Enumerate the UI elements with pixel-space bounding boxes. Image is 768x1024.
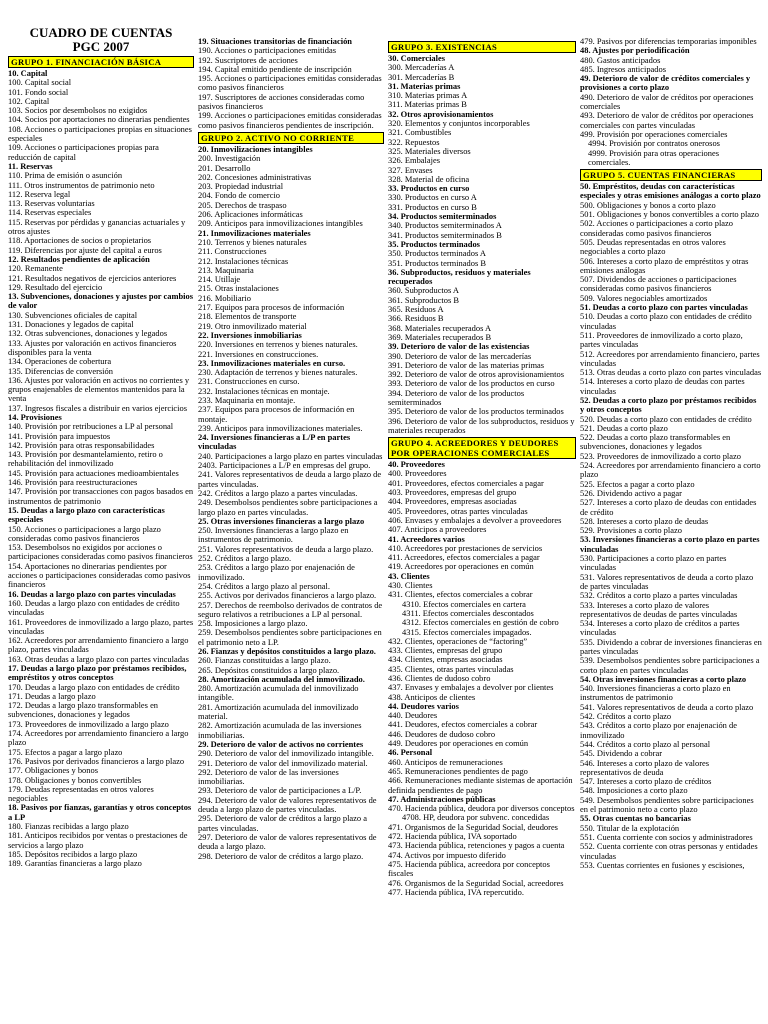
account-line: 121. Resultados negativos de ejercicios anteriores (8, 272, 177, 283)
subgroup-heading: 39. Deterioro de valor de las existencias (388, 341, 530, 352)
account-line: 179. Deudas representadas en otros valores negociables (8, 783, 154, 804)
account-subline: 4311. Efectos comerciales descontados (402, 607, 534, 618)
account-line: 101. Fondo social (8, 86, 69, 97)
account-line: 217. Equipos para procesos de información (198, 302, 345, 313)
account-line: 219. Otro inmovilizado material (198, 320, 307, 331)
account-line: 145. Provisión para actuaciones medioambientales (8, 467, 179, 478)
account-line: 543. Créditos a corto plazo por enajenación de inmovilizado (580, 720, 737, 740)
account-line: 265. Depósitos constituidos a largo plazo. (198, 664, 340, 675)
subtitle: PGC 2007 (72, 39, 130, 54)
account-line: 104. Socios por aportaciones no dinerarias pendientes (8, 114, 190, 125)
account-line: 437. Envases y embalajes a devolver por clientes (388, 682, 554, 693)
account-line: 411. Acreedores, efectos comerciales a pagar (388, 552, 540, 563)
account-line: 136. Ajustes por valoración en activos no corrientes y grupos enajenables de elementos mantenidos para la venta (8, 374, 190, 404)
account-line: 551. Cuenta corriente con socios y administradores (580, 831, 753, 842)
account-line: 200. Investigación (198, 153, 261, 164)
account-line: 500. Obligaciones y bonos a corto plazo (580, 199, 716, 210)
account-line: 259. Desembolsos pendientes sobre participaciones en el patrimonio neto a LP. (198, 627, 382, 647)
subgroup-heading: 50. Empréstitos, deudas con características especiales y otras emisiones análogas a corto plazo (580, 181, 761, 201)
account-line: 465. Remuneraciones pendientes de pago (388, 765, 528, 776)
account-line: 434. Clientes, empresas asociadas (388, 654, 503, 665)
account-line: 432. Clientes, operaciones de “factoring” (388, 635, 528, 646)
account-line: 396. Deterioro de valor de los subproductos, residuos y materiales recuperados (388, 415, 575, 435)
account-line: 192. Suscriptores de acciones (198, 54, 298, 65)
account-subline: 4999. Provisión para otras operaciones comerciales. (588, 147, 719, 167)
account-line: 203. Propiedad industrial (198, 181, 284, 192)
account-line: 119. Diferencias por ajuste del capital a euros (8, 244, 162, 255)
account-line: 340. Productos semiterminados A (388, 220, 502, 231)
account-line: 205. Derechos de traspaso (198, 199, 287, 210)
account-line: 220. Inversiones en terrenos y bienes naturales. (198, 339, 358, 350)
account-line: 254. Créditos a largo plazo al personal. (198, 580, 330, 591)
account-line: 511. Proveedores de inmovilizado a corto plazo, partes vinculadas (580, 329, 743, 350)
account-line: 241. Valores representativos de deuda a largo plazo de partes vinculadas. (198, 469, 382, 489)
subgroup-heading: 26. Fianzas y depósitos constituidos a largo plazo. (198, 646, 376, 656)
account-line: 130. Subvenciones oficiales de capital (8, 309, 138, 320)
account-line: 542. Créditos a corto plazo (580, 711, 672, 722)
account-line: 154. Aportaciones no dinerarias pendientes por acciones o participaciones consideradas como pasivos financieros (8, 560, 191, 590)
account-line: 141. Provisión para impuestos (8, 430, 111, 441)
account-subline: 4310. Efectos comerciales en cartera (402, 598, 526, 609)
account-line: 134. Operaciones de cobertura (8, 356, 112, 367)
subgroup-heading: 44. Deudores varios (388, 700, 459, 711)
account-line: 174. Acreedores por arrendamiento financiero a largo plazo (8, 728, 189, 748)
account-line: 471. Organismos de la Seguridad Social, deudores (388, 821, 558, 832)
account-line: 524. Acreedores por arrendamiento financiero a corto plazo (580, 460, 761, 480)
account-line: 131. Donaciones y legados de capital (8, 319, 134, 330)
account-line: 394. Deterioro de valor de los productos semiterminados (388, 387, 525, 407)
account-line: 330. Productos en curso A (388, 192, 477, 203)
account-line: 210. Terrenos y bienes naturales (198, 236, 307, 247)
account-line: 460. Anticipos de remuneraciones (388, 756, 503, 767)
subgroup-heading: 23. Inmovilizaciones materiales en curso. (198, 357, 346, 368)
account-line: 553. Cuentas corrientes en fusiones y escisiones, (580, 859, 745, 870)
account-line: 202. Concesiones administrativas (198, 171, 312, 182)
account-line: 311. Materias primas B (388, 99, 467, 110)
subgroup-heading: 46. Personal (388, 747, 433, 758)
subgroup-heading: 10. Capital (8, 68, 48, 78)
subgroup-heading: 16. Deudas a largo plazo con partes vinculadas (8, 588, 176, 599)
account-line: 214. Utillaje (198, 274, 241, 285)
account-line: 404. Proveedores, empresas asociadas (388, 496, 517, 507)
group-header: GRUPO 3. EXISTENCIAS (388, 41, 576, 53)
account-line: 282. Amortización acumulada de las inversiones inmobiliarias. (198, 720, 362, 740)
account-line: 293. Deterioro de valor de participaciones a L/P. (198, 785, 362, 796)
account-line: 477. Hacienda pública, IVA repercutido. (388, 886, 524, 897)
account-line: 301. Mercaderías B (388, 71, 455, 82)
subgroup-heading: 29. Deterioro de valor de activos no corrientes (198, 738, 364, 749)
subgroup-heading: 33. Productos en curso (388, 183, 470, 194)
account-line: 175. Efectos a pagar a largo plazo (8, 746, 123, 757)
account-line: 534. Intereses a corto plazo de créditos a partes vinculadas (580, 618, 740, 638)
account-line: 153. Desembolsos no exigidos por acciones o participaciones consideradas como pasivos financieros (8, 542, 193, 562)
account-line: 479. Pasivos por diferencias temporarias imponibles (580, 37, 757, 46)
account-line: 440. Deudores (388, 710, 438, 721)
account-line: 162. Acreedores por arrendamiento financiero a largo plazo, partes vinculadas (8, 635, 189, 655)
account-line: 100. Capital social (8, 77, 72, 88)
account-line: 351. Productos terminados B (388, 257, 486, 268)
account-line: 233. Maquinaria en montaje. (198, 394, 296, 405)
group-header: GRUPO 4. ACREEDORES Y DEUDORES POR OPERACIONES COMERCIALES (388, 437, 576, 459)
account-line: 212. Instalaciones técnicas (198, 255, 289, 266)
account-line: 480. Gastos anticipados (580, 54, 661, 65)
account-line: 490. Deterioro de valor de créditos por operaciones comerciales (580, 91, 754, 112)
subgroup-heading: 13. Subvenciones, donaciones y ajustes por cambios de valor (8, 291, 194, 311)
subgroup-heading: 36. Subproductos, residuos y materiales recuperados (388, 266, 531, 287)
column-3 (388, 39, 576, 1024)
account-line: 522. Deudas a corto plazo transformables en subvenciones, donaciones y legados (580, 432, 731, 452)
account-line: 509. Valores negociables amortizados (580, 292, 708, 303)
account-line: 280. Amortización acumulada del inmovilizado intangible. (198, 683, 359, 703)
account-line: 297. Deterioro de valor de valores representativos de deuda a largo plazo. (198, 831, 377, 852)
account-line: 331. Productos en curso B (388, 201, 477, 212)
account-line: 360. Subproductos A (388, 285, 460, 296)
account-line: 173. Proveedores de inmovilizado a largo plazo (8, 718, 169, 729)
account-line: 552. Cuenta corriente con otras personas y entidades vinculadas (580, 841, 758, 861)
account-line: 209. Anticipos para inmovilizaciones intangibles (198, 218, 363, 229)
account-line: 211. Construcciones (198, 246, 267, 257)
account-line: 181. Anticipos recibidos por ventas o prestaciones de servicios a largo plazo (8, 830, 188, 850)
subgroup-heading: 48. Ajustes por periodificación (580, 45, 690, 56)
account-line: 249. Desembolsos pendientes sobre participaciones a largo plazo en partes vinculadas. (198, 497, 378, 517)
account-subline: 4312. Efectos comerciales en gestión de cobro (402, 617, 559, 628)
subgroup-heading: 20. Inmovilizaciones intangibles (198, 143, 313, 154)
account-line: 185. Depósitos recibidos a largo plazo (8, 848, 138, 859)
account-line: 147. Provisión por transacciones con pagos basados en instrumentos de patrimonio (8, 486, 194, 506)
column-2-body (198, 37, 384, 861)
account-line: 240. Participaciones a largo plazo en partes vinculadas (198, 450, 383, 461)
account-line: 403. Proveedores, empresas del grupo (388, 487, 517, 498)
account-line: 194. Capital emitido pendiente de inscripción (198, 63, 352, 74)
account-subline: 4315. Efectos comerciales impagados. (402, 626, 532, 637)
account-line: 281. Amortización acumulada del inmovilizado material. (198, 701, 359, 722)
account-line: 466. Remuneraciones mediante sistemas de aportación definida pendientes de pago (388, 775, 573, 795)
account-line: 502. Acciones o participaciones a corto plazo consideradas como pasivos financieros (580, 218, 733, 238)
account-line: 548. Imposiciones a corto plazo (580, 785, 688, 796)
column-4-body (580, 37, 762, 870)
account-line: 474. Activos por impuesto diferido (388, 849, 506, 860)
account-line: 140. Provisión por retribuciones a LP al personal (8, 421, 174, 432)
account-line: 292. Deterioro de valor de las inversiones inmobiliarias. (198, 766, 339, 787)
account-line: 473. Hacienda pública, retenciones y pagos a cuenta (388, 840, 565, 851)
account-line: 436. Clientes de dudoso cobro (388, 673, 491, 683)
account-line: 2403. Participaciones a L/P en empresas del grupo. (198, 460, 371, 471)
column-1-body (8, 56, 194, 869)
account-line: 529. Provisiones a corto plazo (580, 525, 682, 536)
account-line: 369. Materiales recuperados B (388, 331, 492, 342)
account-line: 531. Valores representativos de deuda a corto plazo de partes vinculadas (580, 571, 754, 591)
account-line: 109. Acciones o participaciones propias para reducción de capital (8, 142, 159, 162)
account-line: 501. Obligaciones y bonos convertibles a corto plazo (580, 209, 760, 220)
subgroup-heading: 21. Inmovilizaciones materiales (198, 227, 311, 238)
account-line: 197. Suscriptores de acciones consideradas como pasivos financieros (198, 91, 365, 112)
account-line: 328. Material de oficina (388, 173, 470, 184)
account-line: 547. Intereses a corto plazo de créditos (580, 776, 712, 787)
account-line: 310. Materias primas A (388, 90, 468, 101)
account-line: 132. Otras subvenciones, donaciones y legados (8, 328, 168, 339)
subgroup-heading: 40. Proveedores (388, 459, 445, 470)
group-header: GRUPO 5. CUENTAS FINANCIERAS (580, 169, 762, 181)
subgroup-heading: 31. Materias primas (388, 80, 461, 91)
account-line: 341. Productos semiterminados B (388, 229, 502, 240)
account-line: 433. Clientes, empresas del grupo (388, 645, 503, 656)
account-line: 237. Equipos para procesos de información en montaje. (198, 404, 355, 424)
account-line: 295. Deterioro de valor de créditos a largo plazo a partes vinculadas. (198, 813, 367, 833)
title: CUADRO DE CUENTAS (29, 26, 173, 40)
account-line: 475. Hacienda pública, acreedora por conceptos fiscales (388, 858, 550, 879)
account-line: 392. Deterioro de valor de otros aprovisionamientos (388, 369, 564, 380)
account-line: 230. Adaptación de terrenos y bienes naturales. (198, 367, 358, 378)
subgroup-heading: 25. Otras inversiones financieras a largo plazo (198, 515, 365, 526)
account-line: 178. Obligaciones y bonos convertibles (8, 774, 142, 785)
account-line: 171. Deudas a largo plazo (8, 690, 96, 701)
subgroup-heading: 53. Inversiones financieras a corto plazo en partes vinculadas (580, 534, 760, 554)
account-line: 446. Deudores de dudoso cobro (388, 728, 496, 739)
subgroup-heading: 12. Resultados pendientes de aplicación (8, 253, 150, 264)
account-line: 533. Intereses a corto plazo de valores representativos de deudas de partes vinculadas (580, 599, 738, 619)
account-line: 540. Inversiones financieras a corto plazo en instrumentos de patrimonio (580, 683, 731, 703)
account-line: 218. Elementos de transporte (198, 311, 297, 322)
account-line: 545. Dividendo a cobrar (580, 748, 663, 759)
subgroup-heading: 18. Pasivos por fianzas, garantías y otros conceptos a LP (8, 802, 192, 822)
account-line: 438. Anticipos de clientes (388, 691, 476, 702)
account-line: 115. Reservas por pérdidas y ganancias actuariales y otros ajustes (8, 216, 186, 237)
subgroup-heading: 47. Administraciones públicas (388, 793, 496, 804)
account-line: 407. Anticipos a proveedores (388, 524, 487, 535)
account-line: 326. Embalajes (388, 155, 441, 166)
account-line: 239. Anticipos para inmovilizaciones materiales. (198, 422, 363, 433)
account-line: 532. Créditos a corto plazo a partes vinculadas (580, 590, 738, 601)
account-line: 129. Resultado del ejercicio (8, 281, 103, 292)
account-line: 300. Mercaderías A (388, 62, 455, 73)
account-line: 177. Obligaciones y bonos (8, 765, 98, 776)
account-line: 530. Participaciones a corto plazo en partes vinculadas (580, 553, 727, 573)
account-line: 242. Créditos a largo plazo a partes vinculadas. (198, 487, 358, 498)
account-line: 290. Deterioro de valor del inmovilizado intangible. (198, 748, 374, 759)
account-line: 250. Inversiones financieras a largo plazo en instrumentos de patrimonio. (198, 525, 349, 545)
account-line: 510. Deudas a corto plazo con entidades de crédito vinculadas (580, 311, 752, 331)
subgroup-heading: 51. Deudas a corto plazo con partes vinculadas (580, 302, 748, 313)
account-line: 406. Envases y embalajes a devolver a proveedores (388, 514, 562, 525)
group-header: GRUPO 1. FINANCIACIÓN BÁSICA (8, 56, 194, 68)
account-line: 435. Clientes, otras partes vinculadas (388, 663, 514, 674)
account-line: 150. Acciones o participaciones a largo plazo consideradas como pasivos financieros (8, 523, 161, 543)
account-line: 410. Acreedores por prestaciones de servicios (388, 542, 543, 553)
account-line: 395. Deterioro de valor de los productos terminados (388, 406, 564, 417)
account-line: 505. Deudas representadas en otros valores negociables a corto plazo (580, 236, 726, 257)
account-line: 539. Desembolsos pendientes sobre participaciones a corto plazo en partes vinculadas (580, 655, 760, 675)
account-line: 535. Dividendo a cobrar de inversiones financieras en partes vinculadas (580, 636, 762, 656)
account-line: 120. Remanente (8, 263, 63, 274)
account-line: 321. Combustibles (388, 127, 452, 138)
account-line: 163. Otras deudas a largo plazo con partes vinculadas (8, 653, 189, 664)
account-line: 201. Desarrollo (198, 162, 251, 173)
subgroup-heading: 41. Acreedores varios (388, 533, 465, 544)
account-line: 514. Intereses a corto plazo de deudas con partes vinculadas (580, 376, 745, 396)
account-line: 350. Productos terminados A (388, 248, 486, 259)
account-line: 102. Capital (8, 95, 50, 106)
account-line: 113. Reservas voluntarias (8, 198, 95, 209)
column-3-body (388, 41, 576, 897)
account-line: 291. Deterioro de valor del inmovilizado material. (198, 757, 368, 768)
subgroup-heading: 34. Productos semiterminados (388, 211, 497, 222)
account-line: 253. Créditos a largo plazo por enajenación de inmovilizado. (198, 562, 355, 582)
account-line: 368. Materiales recuperados A (388, 322, 492, 333)
account-line: 118. Aportaciones de socios o propietarios (8, 235, 152, 246)
account-line: 114. Reservas especiales (8, 207, 92, 218)
subgroup-heading: 35. Productos terminados (388, 238, 480, 249)
account-line: 527. Intereses a corto plazo de deudas con entidades de crédito (580, 497, 757, 517)
account-line: 172. Deudas a largo plazo transformables en subvenciones, donaciones y legados (8, 700, 159, 720)
subgroup-heading: 24. Inversiones financieras a L/P en partes vinculadas (198, 432, 351, 452)
document-title (8, 26, 194, 54)
account-line: 137. Ingresos fiscales a distribuir en varios ejercicios (8, 402, 188, 413)
account-line: 133. Ajustes por valoración en activos financieros disponibles para la venta (8, 337, 177, 357)
account-line: 108. Acciones o participaciones propias en situaciones especiales (8, 123, 192, 144)
subgroup-heading: 17. Deudas a largo plazo por préstamos recibidos, empréstitos y otros conceptos (8, 663, 187, 683)
account-line: 520. Deudas a corto plazo con entidades de crédito (580, 413, 752, 424)
column-2 (198, 37, 384, 1024)
account-line: 430. Clientes (388, 580, 433, 591)
account-line: 493. Deterioro de valor de créditos por operaciones comerciales con partes vinculadas (580, 110, 754, 130)
account-line: 146. Provisión para reestructuraciones (8, 477, 138, 488)
account-line: 195. Acciones o participaciones emitidas consideradas como pasivos financieros (198, 73, 382, 93)
account-line: 204. Fondo de comercio (198, 190, 281, 201)
account-line: 135. Diferencias de conversión (8, 365, 113, 376)
account-line: 161. Proveedores de inmovilizado a largo plazo, partes vinculadas (8, 616, 194, 636)
account-line: 327. Envases (388, 164, 433, 175)
account-line: 526. Dividendo activo a pagar (580, 487, 682, 498)
account-line: 512. Acreedores por arrendamiento financiero, partes vinculadas (580, 348, 760, 368)
account-line: 523. Proveedores de inmovilizado a corto plazo (580, 450, 741, 461)
account-line: 298. Deterioro de valor de créditos a largo plazo. (198, 850, 364, 861)
account-line: 441. Deudores, efectos comerciales a cobrar (388, 719, 538, 730)
account-line: 405. Proveedores, otras partes vinculadas (388, 505, 528, 516)
account-line: 232. Instalaciones técnicas en montaje. (198, 385, 330, 396)
account-line: 507. Dividendos de acciones o participaciones consideradas como pasivos financieros (580, 274, 737, 294)
account-subline: 4708. HP, deudora por subvenc. concedidas (402, 812, 550, 823)
account-line: 541. Valores representativos de deuda a corto plazo (580, 701, 754, 712)
account-line: 366. Residuos B (388, 313, 444, 324)
account-line: 320. Elementos y conjuntos incorporables (388, 118, 530, 129)
account-line: 189. Garantías financieras a largo plazo (8, 858, 142, 869)
account-line: 391. Deterioro de valor de las materias primas (388, 359, 545, 370)
account-line: 213. Maquinaria (198, 264, 254, 275)
account-line: 112. Reserva legal (8, 188, 71, 199)
account-line: 170. Deudas a largo plazo con entidades de crédito (8, 681, 180, 692)
account-line: 142. Provisión para otras responsabilidades (8, 439, 155, 450)
subgroup-heading: 54. Otras inversiones financieras a corto plazo (580, 673, 747, 684)
account-line: 400. Proveedores (388, 468, 447, 479)
subgroup-heading: 15. Deudas a largo plazo con características especiales (8, 504, 165, 525)
account-line: 325. Materiales diversos (388, 145, 471, 156)
account-line: 401. Proveedores, efectos comerciales a pagar (388, 477, 544, 488)
account-line: 251. Valores representativos de deuda a largo plazo. (198, 543, 374, 554)
subgroup-heading: 32. Otros aprovisionamientos (388, 108, 494, 119)
account-line: 431. Clientes, efectos comerciales a cobrar (388, 589, 533, 600)
group-header: GRUPO 2. ACTIVO NO CORRIENTE (198, 132, 384, 144)
subgroup-heading: 19. Situaciones transitorias de financiación (198, 37, 352, 46)
account-line: 258. Imposiciones a largo plazo. (198, 618, 308, 629)
account-line: 252. Créditos a largo plazo. (198, 553, 292, 564)
account-line: 470. Hacienda pública, deudora por diversos conceptos (388, 803, 575, 814)
account-line: 160. Deudas a largo plazo con entidades de crédito vinculadas (8, 597, 180, 618)
account-line: 294. Deterioro de valor de valores representativos de deuda a largo plazo de partes vinculadas. (198, 794, 377, 815)
account-line: 215. Otras instalaciones (198, 283, 279, 294)
account-line: 111. Otros instrumentos de patrimonio neto (8, 179, 155, 190)
account-line: 449. Deudores por operaciones en común (388, 738, 529, 749)
account-line: 110. Prima de emisión o asunción (8, 170, 123, 181)
subgroup-heading: 55. Otras cuentas no bancarias (580, 813, 691, 824)
account-line: 190. Acciones o participaciones emitidas (198, 45, 337, 56)
account-line: 513. Otras deudas a corto plazo con partes vinculadas (580, 367, 762, 378)
account-subline: 4994. Provisión por contratos onerosos (588, 138, 720, 149)
account-line: 176. Pasivos por derivados financieros a largo plazo (8, 755, 185, 766)
account-line: 221. Inversiones en construcciones. (198, 348, 319, 359)
subgroup-heading: 30. Comerciales (388, 53, 446, 63)
account-line: 485. Ingresos anticipados (580, 63, 666, 74)
account-line: 525. Efectos a pagar a corto plazo (580, 478, 695, 489)
subgroup-heading: 43. Clientes (388, 570, 430, 581)
account-line: 476. Organismos de la Seguridad Social, acreedores (388, 877, 564, 888)
account-line: 103. Socios por desembolsos no exigidos (8, 105, 148, 116)
account-line: 521. Deudas a corto plazo (580, 422, 668, 433)
column-1 (8, 26, 194, 1024)
account-line: 199. Acciones o participaciones emitidas consideradas como pasivos financieros pendientes de inscripción. (198, 110, 382, 130)
account-line: 499. Provisión por operaciones comerciales (580, 128, 728, 139)
account-line: 231. Construcciones en curso. (198, 376, 300, 387)
subgroup-heading: 22. Inversiones inmobiliarias (198, 329, 302, 340)
account-line: 206. Aplicaciones informáticas (198, 209, 303, 220)
account-line: 390. Deterioro de valor de las mercaderías (388, 350, 532, 361)
account-line: 216. Mobiliario (198, 292, 251, 303)
account-line: 393. Deterioro de valor de los productos en curso (388, 378, 555, 389)
account-line: 361. Subproductos B (388, 294, 460, 305)
account-line: 255. Activos por derivados financieros a largo plazo. (198, 590, 377, 601)
column-4 (580, 37, 762, 1024)
subgroup-heading: 49. Deterioro de valor de créditos comerciales y provisiones a corto plazo (580, 73, 751, 93)
subgroup-heading: 52. Deudas a corto plazo por préstamos recibidos y otros conceptos (580, 394, 757, 415)
account-line: 550. Titular de la explotación (580, 822, 680, 833)
account-line: 257. Derechos de reembolso derivados de contratos de seguro relativos a retribuciones a LP al personal. (198, 599, 383, 619)
account-line: 546. Intereses a corto plazo de valores representativos de deuda (580, 757, 710, 777)
account-line: 544. Créditos a corto plazo al personal (580, 738, 711, 749)
account-line: 506. Intereses a corto plazo de empréstitos y otras emisiones análogas (580, 255, 749, 275)
subgroup-heading: 28. Amortización acumulada del inmovilizado. (198, 673, 365, 684)
account-line: 472. Hacienda pública, IVA soportado (388, 831, 517, 842)
account-line: 260. Fianzas constituidas a largo plazo. (198, 655, 331, 666)
account-line: 549. Desembolsos pendientes sobre participaciones en el patrimonio neto a corto plazo (580, 794, 754, 815)
account-line: 143. Provisión por desmantelamiento, retiro o rehabilitación del inmovilizado (8, 449, 163, 469)
account-line: 419. Acreedores por operaciones en común (388, 561, 534, 572)
account-line: 322. Repuestos (388, 136, 440, 147)
subgroup-heading: 11. Reservas (8, 160, 53, 171)
account-line: 180. Fianzas recibidas a largo plazo (8, 821, 129, 832)
account-line: 365. Residuos A (388, 304, 444, 315)
subgroup-heading: 14. Provisiones (8, 411, 62, 422)
account-line: 528. Intereses a corto plazo de deudas (580, 515, 709, 526)
